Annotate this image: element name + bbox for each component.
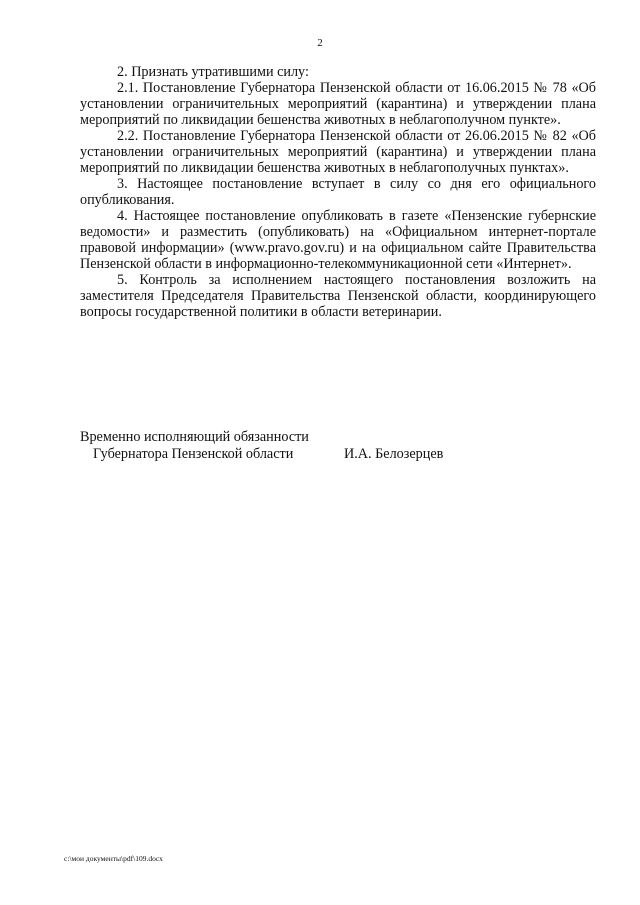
signature-role-line1: Временно исполняющий обязанности: [80, 429, 309, 445]
document-body: [80, 64, 596, 320]
paragraph-4: 4. Настоящее постановление опубликовать в газете «Пензенские губернские ведомости» и разместить (опубликовать) на «Официальном интернет-портале правовой информации» (www.pravo.gov.ru) и на официальном сайте Правительства Пензенской области в информационно-телекоммуникационной сети «Интернет».: [80, 208, 596, 272]
page-number: 2: [317, 37, 323, 49]
paragraph-2-2: 2.2. Постановление Губернатора Пензенской области от 26.06.2015 № 82 «Об установлении ограничительных мероприятий (карантина) и утверждении плана мероприятий по ликвидации бешенства животных в неблагополучных пунктах».: [80, 128, 596, 176]
paragraph-5: 5. Контроль за исполнением настоящего постановления возложить на заместителя Председателя Правительства Пензенской области, координирующего вопросы государственной политики в области ветеринарии.: [80, 272, 596, 320]
footer-file-path: c:\мои документы\pdf\109.docx: [64, 854, 163, 863]
paragraph-2-1: 2.1. Постановление Губернатора Пензенской области от 16.06.2015 № 78 «Об установлении ограничительных мероприятий (карантина) и утверждении плана мероприятий по ликвидации бешенства животных в неблагополучном пункте».: [80, 80, 596, 128]
signature-name: И.А. Белозерцев: [344, 446, 444, 462]
paragraph-3: 3. Настоящее постановление вступает в силу со дня его официального опубликования.: [80, 176, 596, 208]
signature-role-line2: Губернатора Пензенской области: [93, 446, 294, 462]
paragraph-2: 2. Признать утратившими силу:: [117, 64, 309, 80]
